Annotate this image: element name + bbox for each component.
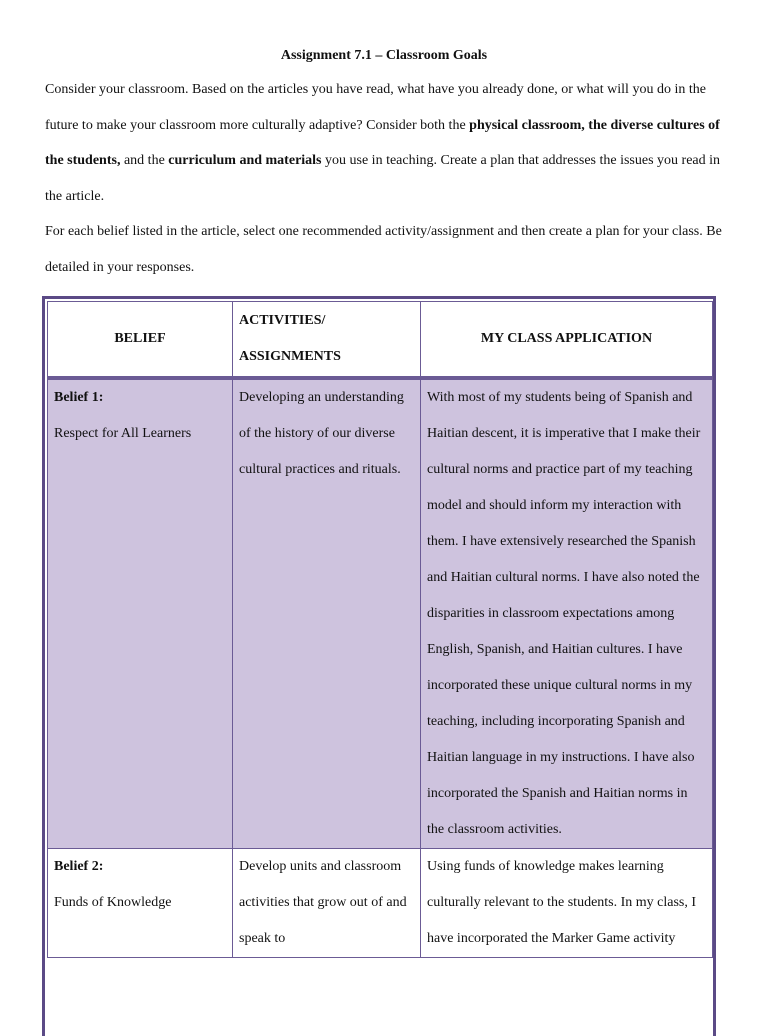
header-activities: ACTIVITIES/ ASSIGNMENTS <box>233 302 421 379</box>
intro-p1-d: you use in teaching. Create a plan that addresses the issues you read in the article. <box>45 153 721 204</box>
belief-cell <box>48 378 233 849</box>
application-cell: With most of my students being of Spanish and Haitian descent, it is imperative that I make their cultural norms and practice part of my teaching model and should inform my interaction with them. I have extensively researched the Spanish and Haitian cultural norms. I have also noted the disparities in classroom expectations among English, Spanish, and Haitian cultures. I have incorporated these unique cultural norms in my teaching, including incorporating Spanish and Haitian language in my instructions. I have also incorporated the Spanish and Haitian norms in the classroom activities. <box>421 378 713 849</box>
intro-paragraph-1 <box>45 72 735 214</box>
table-header-row <box>48 302 713 379</box>
activity-cell: Developing an understanding of the history of our diverse cultural practices and rituals. <box>233 378 421 849</box>
intro-p1-bold-1: physical classroom, the diverse cultures of the students, <box>45 117 720 169</box>
table-row <box>48 378 713 849</box>
belief-cell <box>48 849 233 958</box>
document-title: Assignment 7.1 – Classroom Goals <box>280 48 488 63</box>
belief-number: Belief 1: <box>54 390 104 405</box>
intro-p1-c: and the <box>120 153 169 169</box>
application-cell: Using funds of knowledge makes learning culturally relevant to the students. In my class, I have incorporated the Marker Game activity <box>421 849 713 958</box>
belief-name: Respect for All Learners <box>54 426 192 441</box>
intro-p1-a: Consider your classroom. Based on the articles you have read, what have you already done, or what will you do in the future to make your classroom more culturally adaptive? Consider both the <box>45 82 706 133</box>
header-application: MY CLASS APPLICATION <box>421 302 713 379</box>
goals-table-frame <box>42 296 716 1036</box>
table-row <box>48 849 713 958</box>
intro-paragraph-2: For each belief listed in the article, select one recommended activity/assignment and then create a plan for your class. Be detailed in your responses. <box>45 224 722 275</box>
intro-p1-bold-2: curriculum and materials <box>168 153 322 169</box>
belief-name: Funds of Knowledge <box>54 895 172 910</box>
belief-number: Belief 2: <box>54 859 104 874</box>
header-belief: BELIEF <box>48 302 233 379</box>
activity-cell: Develop units and classroom activities that grow out of and speak to <box>233 849 421 958</box>
goals-table <box>47 301 713 958</box>
intro-text <box>45 72 735 286</box>
